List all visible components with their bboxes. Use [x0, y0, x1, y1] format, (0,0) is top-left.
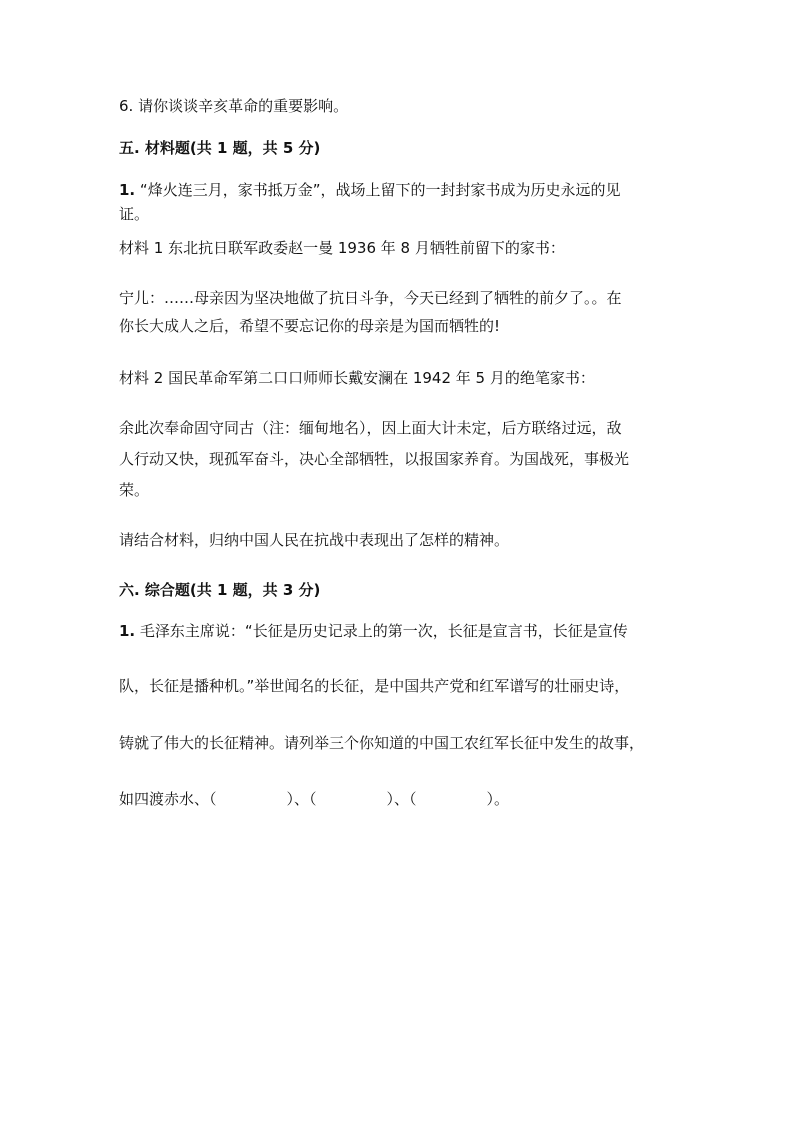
- question-6-text: 6. 请你谈谈辛亥革命的重要影响。: [119, 97, 349, 115]
- question-number: 1.: [119, 622, 136, 640]
- material-2-letter-line-1: 余此次奉命固守同古（注：缅甸地名），因上面大计未定，后方联络过远，敌: [119, 419, 622, 437]
- material-question-1-line-1: [119, 180, 620, 200]
- question-number: 1.: [119, 181, 136, 199]
- material-1-letter-line-2: 你长大成人之后，希望不要忘记你的母亲是为国而牺牲的!: [119, 317, 501, 335]
- comprehensive-question-1-line-1: [119, 621, 628, 641]
- material-question-1-line-2: 证。: [119, 205, 150, 223]
- comprehensive-question-1-line-3: 铸就了伟大的长征精神。请列举三个你知道的中国工农红军长征中发生的故事，: [119, 734, 645, 752]
- comprehensive-question-1-line-2: 队，长征是播种机。”举世闻名的长征，是中国共产党和红军谱写的壮丽史诗，: [119, 677, 630, 695]
- fill-separator: ）、（: [386, 790, 417, 808]
- material-2-intro: 材料 2 国民革命军第二口口师师长戴安澜在 1942 年 5 月的绝笔家书：: [119, 369, 595, 387]
- fill-prefix: 如四渡赤水、（: [119, 790, 217, 808]
- material-2-letter-line-3: 荣。: [119, 481, 150, 499]
- question-text: “烽火连三月，家书抵万金”，战场上留下的一封封家书成为历史永远的见: [139, 181, 621, 199]
- material-2-letter-line-2: 人行动又快，现孤军奋斗，决心全部牺牲，以报国家养育。为国战死，事极光: [119, 450, 630, 468]
- material-1-intro: 材料 1 东北抗日联军政委赵一曼 1936 年 8 月牺牲前留下的家书：: [119, 239, 565, 257]
- section-5-heading: 五. 材料题(共 1 题，共 5 分): [119, 139, 321, 157]
- comprehensive-question-1-line-4: [119, 789, 509, 809]
- question-text: 毛泽东主席说：“长征是历史记录上的第一次，长征是宣言书，长征是宣传: [139, 622, 628, 640]
- section-6-heading: 六. 综合题(共 1 题，共 3 分): [119, 581, 321, 599]
- fill-separator: ）、（: [286, 790, 317, 808]
- fill-suffix: ）。: [486, 790, 510, 808]
- material-question-prompt: 请结合材料，归纳中国人民在抗战中表现出了怎样的精神。: [119, 531, 510, 549]
- material-1-letter-line-1: 宁儿：……母亲因为坚决地做了抗日斗争，今天已经到了牺牲的前夕了。。在: [119, 289, 622, 307]
